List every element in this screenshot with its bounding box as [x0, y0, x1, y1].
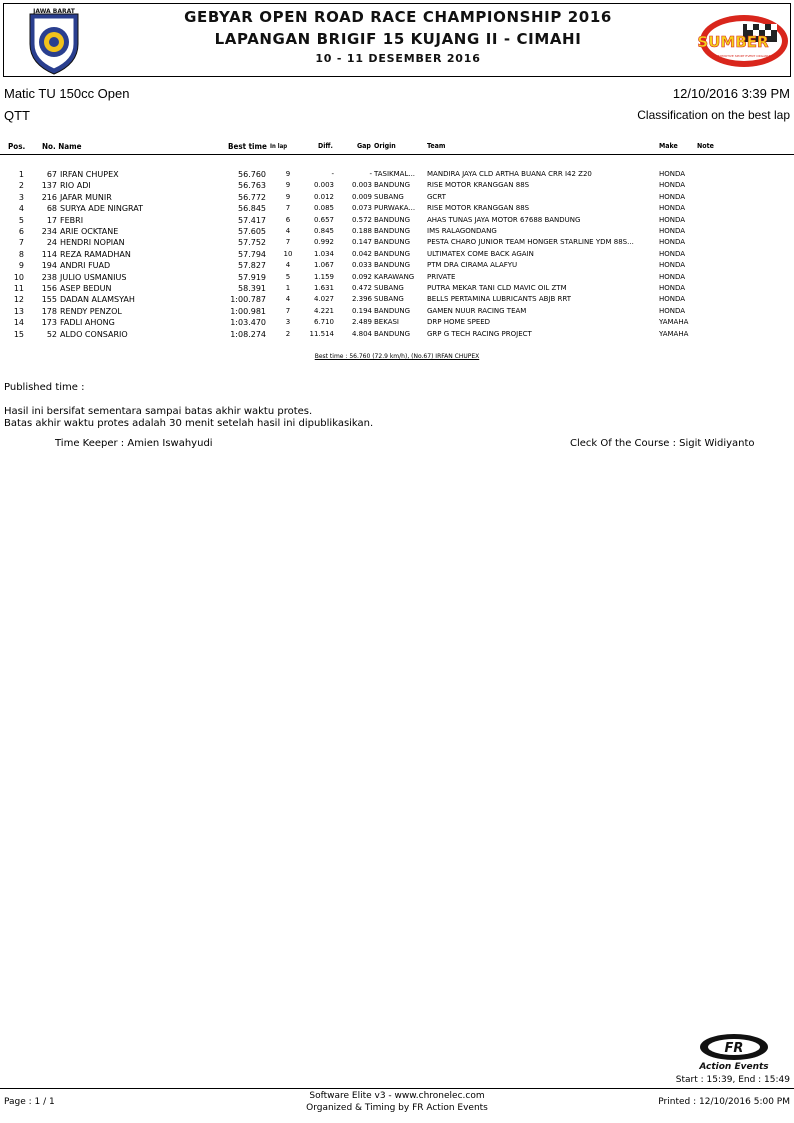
row-diff: 4.221 — [313, 306, 334, 315]
row-team: IMS RALAGONDANG — [427, 227, 497, 235]
table-row — [0, 192, 794, 203]
row-number: 216 — [41, 192, 57, 202]
row-pos: 9 — [18, 261, 24, 271]
row-diff: 0.012 — [313, 192, 334, 201]
row-make: HONDA — [659, 306, 686, 315]
row-team: GRP G TECH RACING PROJECT — [427, 329, 532, 338]
col-make: Make — [659, 142, 678, 150]
row-lap: 7 — [285, 306, 291, 315]
row-diff: 0.845 — [313, 227, 334, 235]
row-best-time: 56.772 — [238, 192, 266, 202]
row-best-time: 56.845 — [238, 204, 266, 214]
row-lap: 9 — [285, 192, 291, 201]
row-lap: 9 — [285, 170, 291, 178]
row-pos: 12 — [13, 295, 24, 305]
table-row — [0, 226, 794, 237]
row-origin: BANDUNG — [374, 306, 411, 315]
row-diff: 11.514 — [309, 329, 334, 338]
row-pos: 2 — [18, 181, 24, 191]
row-best-time: 57.794 — [238, 249, 266, 259]
row-number: 52 — [46, 329, 57, 339]
col-origin: Origin — [374, 142, 396, 150]
row-name: IRFAN CHUPEX — [60, 170, 119, 179]
row-gap: 0.009 — [351, 192, 372, 201]
row-team: PRIVATE — [427, 272, 456, 281]
row-make: HONDA — [659, 192, 686, 201]
time-keeper: Time Keeper : Amien Iswahyudi — [55, 438, 213, 449]
row-name: FEBRI — [60, 215, 84, 225]
table-row — [0, 317, 794, 328]
row-name: ASEP BEDUN — [60, 284, 112, 293]
row-name: JULIO USMANIUS — [60, 272, 127, 282]
row-diff: 4.027 — [313, 295, 334, 304]
row-make: HONDA — [659, 204, 686, 213]
row-best-time: 57.827 — [238, 261, 266, 271]
row-origin: SUBANG — [374, 192, 404, 201]
row-best-time: 1:00.981 — [230, 306, 266, 316]
row-lap: 4 — [285, 261, 291, 270]
print-datetime: 12/10/2016 3:39 PM — [672, 86, 790, 101]
row-pos: 14 — [13, 318, 24, 328]
row-diff: 1.034 — [313, 249, 334, 258]
row-make: HONDA — [659, 249, 686, 258]
row-gap: - — [369, 170, 372, 178]
table-row — [0, 294, 794, 305]
row-team: PUTRA MEKAR TANI CLD MAVIC OIL ZTM — [427, 284, 567, 292]
row-lap: 9 — [285, 181, 291, 190]
table-row — [0, 249, 794, 260]
row-name: REZA RAMADHAN — [60, 249, 131, 259]
row-number: 194 — [41, 261, 57, 271]
row-origin: SUBANG — [374, 284, 404, 292]
row-number: 114 — [41, 249, 57, 259]
page-number: Page : 1 / 1 — [4, 1097, 55, 1107]
row-best-time: 1:08.274 — [230, 329, 266, 339]
row-name: DADAN ALAMSYAH — [60, 295, 135, 305]
table-row — [0, 169, 794, 180]
row-number: 155 — [41, 295, 57, 305]
table-row — [0, 203, 794, 214]
row-team: RISE MOTOR KRANGGAN 88S — [427, 181, 530, 190]
event-venue: LAPANGAN BRIGIF 15 KUJANG II - CIMAHI — [214, 30, 582, 48]
row-team: GAMEN NUUR RACING TEAM — [427, 306, 527, 315]
clerk-of-course: Cleck Of the Course : Sigit Widiyanto — [570, 438, 755, 449]
row-gap: 2.489 — [351, 318, 372, 327]
col-gap: Gap — [357, 142, 371, 150]
row-gap: 4.804 — [351, 329, 372, 338]
row-lap: 3 — [285, 318, 291, 327]
row-pos: 8 — [18, 249, 24, 259]
col-pos: Pos. — [8, 142, 26, 151]
row-pos: 5 — [18, 215, 24, 225]
row-pos: 1 — [18, 170, 24, 179]
table-row — [0, 180, 794, 191]
row-make: HONDA — [659, 170, 686, 178]
row-gap: 0.073 — [351, 204, 372, 213]
row-make: HONDA — [659, 272, 686, 281]
row-gap: 0.042 — [351, 249, 372, 258]
row-make: HONDA — [659, 295, 686, 304]
row-best-time: 57.919 — [238, 272, 266, 282]
row-origin: BEKASI — [374, 318, 399, 327]
row-name: ANDRI FUAD — [60, 261, 111, 271]
table-row — [0, 237, 794, 248]
row-team: MANDIRA JAYA CLD ARTHA BUANA CRR I42 Z20 — [427, 170, 592, 178]
row-make: YAMAHA — [659, 318, 689, 327]
row-name: RENDY PENZOL — [60, 306, 122, 316]
fr-action-events-logo-icon — [696, 1032, 776, 1072]
table-row — [0, 215, 794, 226]
row-lap: 10 — [283, 249, 293, 258]
row-lap: 7 — [285, 238, 291, 247]
col-in-lap: In lap — [270, 143, 288, 150]
row-name: ALDO CONSARIO — [60, 329, 128, 339]
row-origin: KARAWANG — [374, 272, 415, 281]
row-gap: 0.472 — [351, 284, 372, 292]
printed-datetime: Printed : 12/10/2016 5:00 PM — [658, 1097, 790, 1107]
row-number: 17 — [46, 215, 57, 225]
row-team: PESTA CHARO JUNIOR TEAM HONGER STARLINE YDM 88S... — [427, 238, 634, 247]
sumber-logo-icon — [697, 12, 791, 70]
row-team: RISE MOTOR KRANGGAN 88S — [427, 204, 530, 213]
row-origin: BANDUNG — [374, 261, 411, 270]
row-number: 24 — [46, 238, 57, 248]
row-name: SURYA ADE NINGRAT — [60, 204, 143, 214]
row-pos: 4 — [18, 204, 24, 214]
table-row — [0, 272, 794, 283]
col-no-name: No. Name — [42, 142, 82, 151]
row-gap: 0.003 — [351, 181, 372, 190]
row-best-time: 58.391 — [238, 284, 266, 293]
start-end-time: Start : 15:39, End : 15:49 — [675, 1075, 790, 1085]
row-gap: 0.194 — [351, 306, 372, 315]
row-name: RIO ADI — [60, 181, 91, 191]
row-origin: BANDUNG — [374, 329, 411, 338]
table-row — [0, 260, 794, 271]
row-make: HONDA — [659, 238, 686, 247]
row-make: YAMAHA — [659, 329, 689, 338]
row-lap: 5 — [285, 272, 291, 281]
row-diff: 1.159 — [313, 272, 334, 281]
row-team: AHAS TUNAS JAYA MOTOR 67688 BANDUNG — [427, 215, 581, 224]
footer-divider — [0, 1088, 794, 1089]
row-diff: 6.710 — [313, 318, 334, 327]
col-team: Team — [427, 142, 446, 150]
results-table-header — [0, 141, 794, 155]
published-time: Published time : — [4, 382, 85, 393]
row-diff: 0.657 — [313, 215, 334, 224]
row-origin: BANDUNG — [374, 181, 411, 190]
col-diff: Diff. — [318, 142, 333, 150]
provisional-note: Hasil ini bersifat sementara sampai batas akhir waktu protes. — [4, 406, 313, 417]
row-origin: BANDUNG — [374, 215, 411, 224]
row-number: 68 — [46, 204, 57, 214]
row-lap: 4 — [285, 295, 291, 304]
row-best-time: 57.752 — [238, 238, 266, 248]
row-gap: 0.572 — [351, 215, 372, 224]
row-make: HONDA — [659, 227, 686, 235]
row-pos: 3 — [18, 192, 24, 202]
row-lap: 2 — [285, 329, 291, 338]
session-label: QTT — [4, 108, 30, 123]
row-gap: 0.033 — [351, 261, 372, 270]
row-origin: PURWAKA... — [374, 204, 416, 213]
row-best-time: 1:00.787 — [230, 295, 266, 305]
table-row — [0, 329, 794, 340]
row-lap: 4 — [285, 227, 291, 235]
row-origin: SUBANG — [374, 295, 404, 304]
row-pos: 7 — [18, 238, 24, 248]
table-row — [0, 306, 794, 317]
row-origin: BANDUNG — [374, 227, 411, 235]
row-best-time: 1:03.470 — [230, 318, 266, 328]
row-pos: 11 — [13, 284, 24, 293]
event-title: GEBYAR OPEN ROAD RACE CHAMPIONSHIP 2016 — [184, 8, 612, 26]
row-number: 156 — [41, 284, 57, 293]
row-number: 137 — [41, 181, 57, 191]
row-gap: 2.396 — [351, 295, 372, 304]
row-diff: 0.003 — [313, 181, 334, 190]
event-dates: 10 - 11 DESEMBER 2016 — [315, 52, 481, 65]
row-lap: 7 — [285, 204, 291, 213]
row-lap: 6 — [285, 215, 291, 224]
row-team: PTM DRA CIRAMA ALAFYU — [427, 261, 518, 270]
row-pos: 10 — [13, 272, 24, 282]
best-time-summary: Best time : 56.760 (72.9 km/h), (No.67) IRFAN CHUPEX — [314, 353, 480, 360]
row-diff: 0.085 — [313, 204, 334, 213]
row-number: 238 — [41, 272, 57, 282]
row-lap: 1 — [285, 284, 291, 292]
row-team: ULTIMATEX COME BACK AGAIN — [427, 249, 534, 258]
row-origin: TASIKMAL... — [374, 170, 416, 178]
row-pos: 6 — [18, 227, 24, 236]
row-pos: 15 — [13, 329, 24, 339]
fr-logo-text: Action Events — [699, 1062, 769, 1072]
logo-left-text: JAWA BARAT — [33, 8, 75, 15]
table-row — [0, 283, 794, 294]
svg-text:FR: FR — [724, 1041, 744, 1056]
row-best-time: 56.760 — [238, 170, 266, 179]
row-origin: BANDUNG — [374, 238, 411, 247]
row-make: HONDA — [659, 261, 686, 270]
row-team: BELLS PERTAMINA LUBRICANTS ABJB RRT — [427, 295, 572, 304]
row-make: HONDA — [659, 284, 686, 292]
row-gap: 0.147 — [351, 238, 372, 247]
row-gap: 0.092 — [351, 272, 372, 281]
row-diff: - — [331, 170, 334, 178]
row-diff: 1.631 — [313, 284, 334, 292]
row-make: HONDA — [659, 215, 686, 224]
row-team: GCRT — [427, 192, 446, 201]
row-number: 178 — [41, 306, 57, 316]
logo-right-text: SUMBER — [697, 33, 769, 51]
row-best-time: 57.417 — [238, 215, 266, 225]
row-team: DRP HOME SPEED — [427, 318, 491, 327]
row-origin: BANDUNG — [374, 249, 411, 258]
row-pos: 13 — [13, 306, 24, 316]
row-name: HENDRI NOPIAN — [60, 238, 125, 248]
row-name: JAFAR MUNIR — [60, 192, 112, 202]
software-credit: Software Elite v3 - www.chronelec.com — [309, 1091, 485, 1101]
row-number: 173 — [41, 318, 57, 328]
col-note: Note — [697, 142, 714, 150]
organizer-credit: Organized & Timing by FR Action Events — [306, 1103, 488, 1113]
row-best-time: 56.763 — [238, 181, 266, 191]
row-number: 234 — [41, 227, 57, 236]
row-make: HONDA — [659, 181, 686, 190]
row-number: 67 — [46, 170, 57, 179]
row-name: ARIE OCKTANE — [60, 227, 119, 236]
row-best-time: 57.605 — [238, 227, 266, 236]
row-diff: 0.992 — [313, 238, 334, 247]
row-name: FADLI AHONG — [60, 318, 115, 328]
event-header — [3, 3, 791, 77]
logo-right-subtext: AUTOMOTIVE SPORT EVENT ORGANIZER — [713, 54, 775, 58]
protest-deadline-note: Batas akhir waktu protes adalah 30 menit setelah hasil ini dipublikasikan. — [4, 418, 374, 429]
classification-label: Classification on the best lap — [637, 108, 790, 122]
row-diff: 1.067 — [313, 261, 334, 270]
class-name: Matic TU 150cc Open — [4, 86, 130, 101]
row-gap: 0.188 — [351, 227, 372, 235]
col-best-time: Best time — [228, 142, 267, 151]
